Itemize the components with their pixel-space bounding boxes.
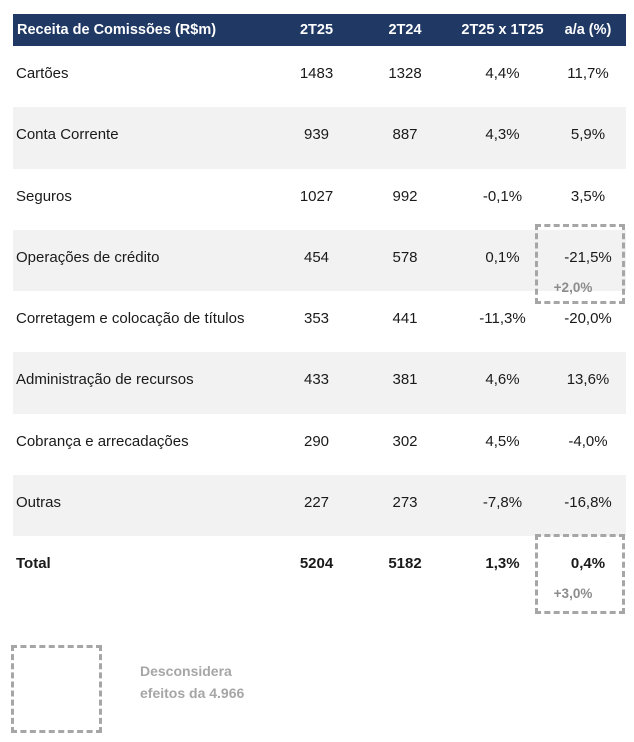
highlight-box-total [535,534,625,614]
table-header [13,14,626,46]
cell-qoq: -0,1% [482,187,523,205]
row-label: Conta Corrente [16,126,119,144]
cell-2t24: 1328 [388,65,422,82]
cell-yoy: 3,5% [570,187,606,205]
cell-yoy: 5,9% [570,126,606,144]
row-label: Outras [16,494,62,512]
table-row [13,414,626,475]
legend-line-1: Desconsidera [140,663,232,679]
header-yoy: a/a (%) [564,22,612,38]
cell-qoq: -7,8% [482,494,523,512]
cell-qoq: 4,4% [485,65,520,82]
header-label: Receita de Comissões (R$m) [17,22,217,38]
row-label: Corretagem e colocação de títulos [16,310,245,328]
total-label: Total [16,555,51,573]
cell-qoq: 4,3% [485,126,520,144]
cell-yoy: -20,0% [564,310,612,328]
table-row [13,475,626,536]
row-label: Administração de recursos [16,371,194,389]
cell-2t24: 302 [392,432,418,450]
total-qoq: 1,3% [485,555,520,573]
legend-text [140,660,244,704]
cell-2t25: 454 [303,248,330,266]
total-adjusted-yoy: +3,0% [553,586,593,602]
legend-box [11,645,102,733]
cell-yoy: -16,8% [564,494,612,512]
cell-2t24: 578 [392,248,418,266]
cell-2t24: 381 [392,371,418,389]
header-2t25: 2T25 [299,22,334,38]
table-row [13,46,626,107]
header-2t24: 2T24 [388,22,422,38]
cell-2t24: 887 [392,126,418,144]
header-qoq: 2T25 x 1T25 [461,22,544,38]
row-label: Cartões [16,65,69,82]
total-2t25: 5204 [299,555,334,573]
legend-line-2: efeitos da 4.966 [140,685,245,701]
cell-qoq: 0,1% [485,248,520,266]
highlight-box-credit [535,224,625,304]
cell-qoq: 4,6% [485,371,520,389]
cell-qoq: -11,3% [479,310,526,328]
cell-2t25: 1483 [299,65,334,82]
cell-qoq: 4,5% [485,432,520,450]
row-label: Seguros [16,187,72,205]
table-row [13,352,626,413]
cell-yoy: 11,7% [567,65,609,82]
cell-2t24: 992 [392,187,418,205]
adjusted-yoy: +2,0% [553,279,593,295]
row-label: Operações de crédito [16,248,160,266]
cell-yoy: 13,6% [566,371,610,389]
cell-2t25: 939 [303,126,330,144]
cell-yoy: -4,0% [568,432,608,450]
cell-2t25: 433 [303,371,330,389]
cell-2t25: 353 [303,310,330,328]
table-row [13,107,626,168]
total-yoy: 0,4% [570,555,606,573]
commission-revenue-table [13,14,626,602]
row-label: Cobrança e arrecadações [16,432,189,450]
cell-2t24: 273 [392,494,418,512]
cell-yoy: -21,5% [564,248,612,266]
cell-2t25: 227 [303,494,330,512]
cell-2t24: 441 [392,310,418,328]
total-2t24: 5182 [388,555,422,573]
cell-2t25: 1027 [299,187,334,205]
table-row [13,169,626,230]
cell-2t25: 290 [303,432,330,450]
